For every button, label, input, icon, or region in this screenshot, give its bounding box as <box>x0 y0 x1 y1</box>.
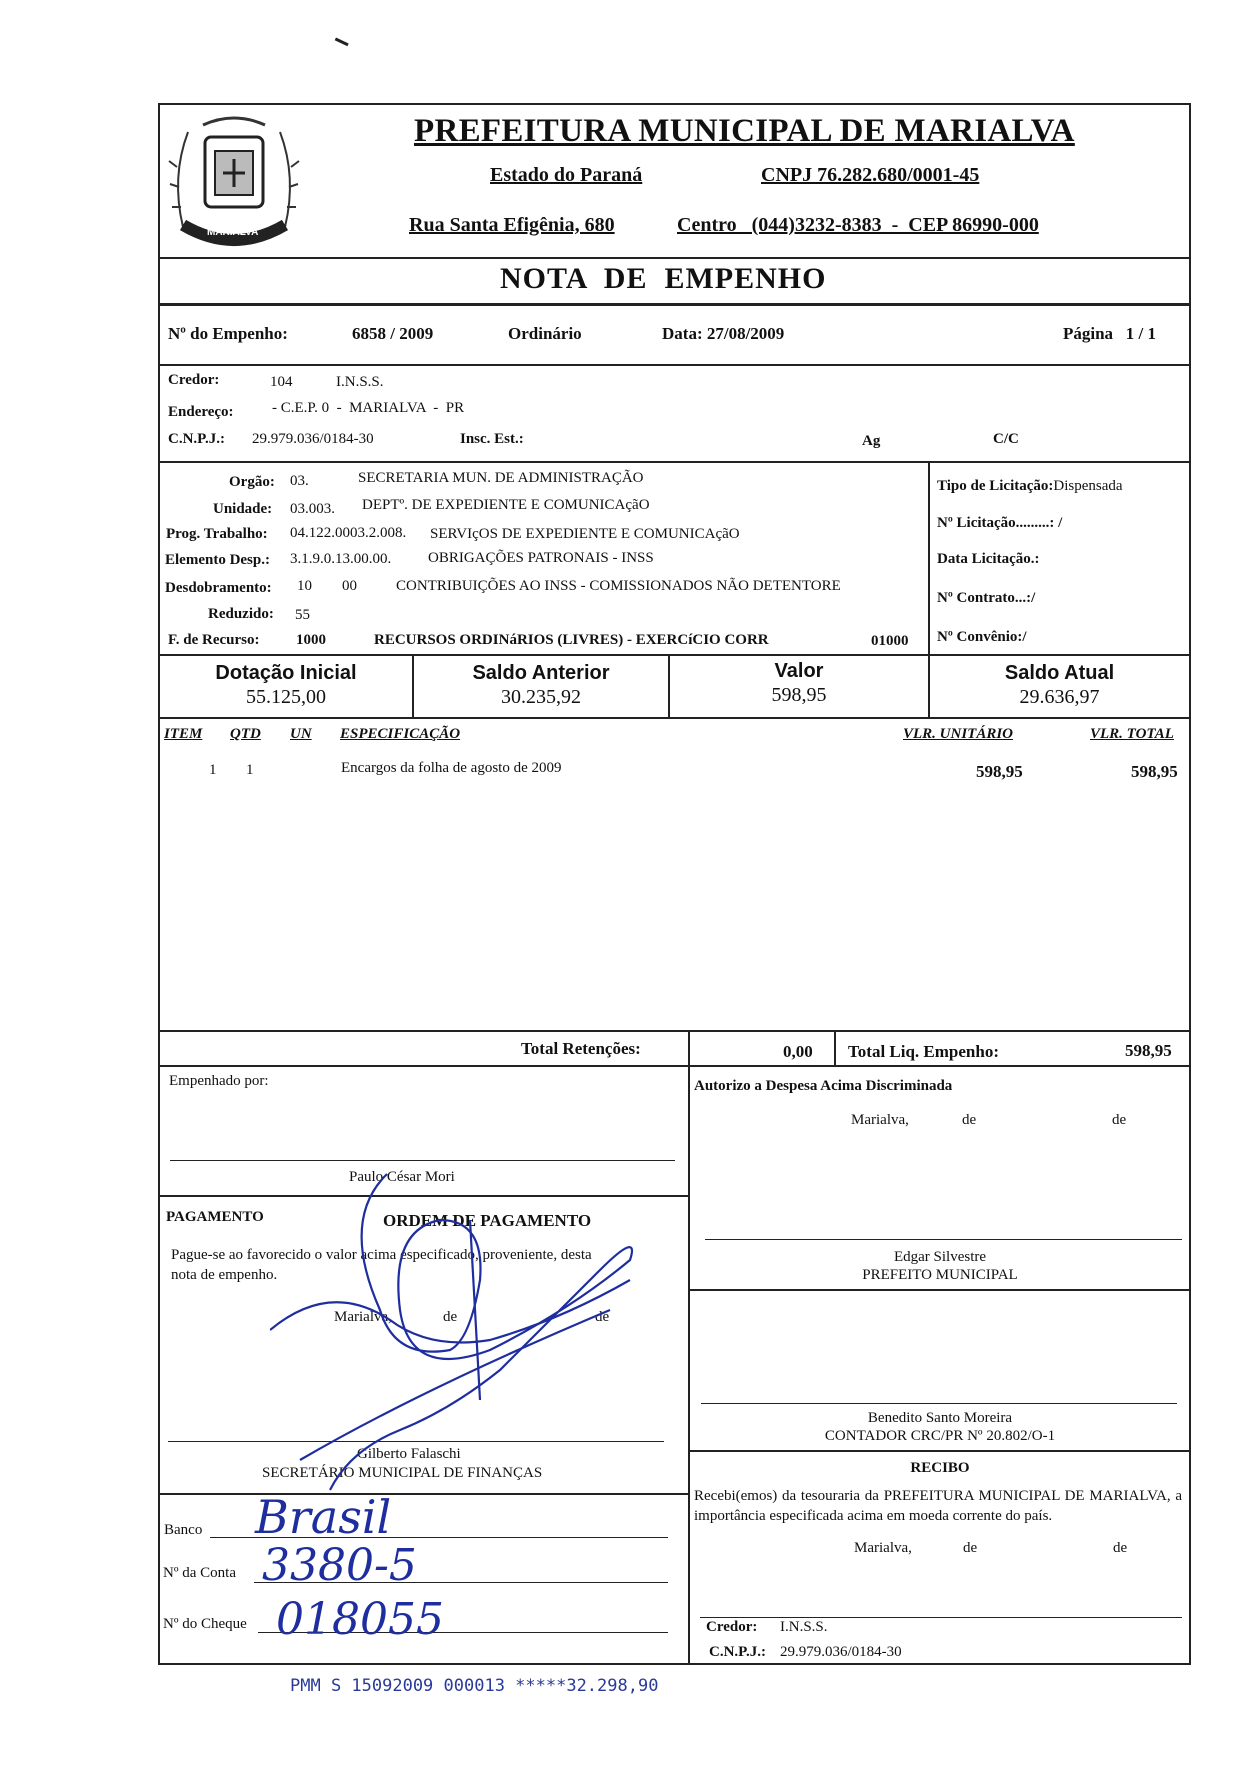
stray-mark <box>331 38 348 54</box>
prefeitura-title: PREFEITURA MUNICIPAL DE MARIALVA <box>414 113 1075 149</box>
total-retencoes-label: Total Retenções: <box>521 1039 641 1058</box>
autorizo-de-2: de <box>1112 1112 1127 1128</box>
gilberto-role: SECRETÁRIO MUNICIPAL DE FINANÇAS <box>262 1465 543 1481</box>
cheque-handwritten: 018055 <box>276 1594 444 1645</box>
recibo-cnpj-label: C.N.P.J.: <box>709 1644 766 1660</box>
numero-licitacao: Nº Licitação.........: / <box>937 515 1063 531</box>
autorizo-label: Autorizo a Despesa Acima Discriminada <box>694 1078 953 1094</box>
col-item: ITEM <box>164 726 203 742</box>
cheque-label: Nº do Cheque <box>163 1616 247 1632</box>
orgao-code: 03. <box>290 473 309 489</box>
recurso-label: F. de Recurso: <box>168 632 260 648</box>
row-vlr-total: 598,95 <box>1131 762 1178 781</box>
col-vlr-total: VLR. TOTAL <box>1090 726 1174 742</box>
recibo-de-2: de <box>1113 1540 1128 1556</box>
row-spec: Encargos da folha de agosto de 2009 <box>341 760 562 776</box>
contador-role: CONTADOR CRC/PR Nº 20.802/O-1 <box>824 1428 1056 1444</box>
total-liq-value: 598,95 <box>1125 1041 1172 1060</box>
header-contact: Centro (044)3232-8383 - CEP 86990-000 <box>677 214 1039 236</box>
insc-label: Insc. Est.: <box>460 431 524 447</box>
page-indicator: Página 1 / 1 <box>1063 324 1157 343</box>
pagamento-place: Marialva, <box>334 1309 392 1325</box>
recibo-de-1: de <box>963 1540 978 1556</box>
gilberto-name: Gilberto Falaschi <box>357 1446 461 1462</box>
saldo-dotacao-value: 55.125,00 <box>246 686 326 708</box>
recurso-ref: 01000 <box>871 633 909 649</box>
contador-name: Benedito Santo Moreira <box>867 1410 1013 1426</box>
prog-label: Prog. Trabalho: <box>166 526 268 542</box>
col-vlr-unitario: VLR. UNITÁRIO <box>903 726 1014 742</box>
credor-address: - C.E.P. 0 - MARIALVA - PR <box>272 400 465 416</box>
empenhado-signer: Paulo César Mori <box>349 1169 455 1185</box>
recibo-credor: I.N.S.S. <box>780 1619 828 1635</box>
reduzido-value: 55 <box>295 607 310 623</box>
valor-value: 598,95 <box>771 684 827 706</box>
document-title: NOTA DE EMPENHO <box>500 262 827 295</box>
prefeito-name: Edgar Silvestre <box>893 1249 987 1265</box>
elemento-name: OBRIGAÇÕES PATRONAIS - INSS <box>428 550 654 566</box>
banco-label: Banco <box>164 1522 203 1538</box>
pagamento-text-2: nota de empenho. <box>171 1267 278 1283</box>
credor-code: 104 <box>270 374 293 390</box>
header-street: Rua Santa Efigênia, 680 <box>409 214 615 236</box>
saldo-anterior-value: 30.235,92 <box>501 686 581 708</box>
elemento-code: 3.1.9.0.13.00.00. <box>290 551 392 567</box>
unidade-label: Unidade: <box>213 501 273 517</box>
ordem-pagamento-label: ORDEM DE PAGAMENTO <box>383 1211 592 1230</box>
credor-label: Credor: <box>168 372 220 388</box>
conta-handwritten: 3380-5 <box>262 1540 417 1591</box>
col-especificacao: ESPECIFICAÇÃO <box>340 726 461 742</box>
recurso-code: 1000 <box>296 632 326 648</box>
reduzido-label: Reduzido: <box>208 606 274 622</box>
row-vlr-unitario: 598,95 <box>976 762 1023 781</box>
recurso-name: RECURSOS ORDINáRIOS (LIVRES) - EXERCíCIO CORR <box>374 632 769 648</box>
numero-contrato: Nº Contrato...:/ <box>937 590 1036 606</box>
cnpj-label: C.N.P.J.: <box>168 431 225 447</box>
elemento-label: Elemento Desp.: <box>165 552 270 568</box>
row-item: 1 <box>209 762 217 778</box>
saldo-dotacao-label: Dotação Inicial <box>215 662 357 684</box>
ag-label: Ag <box>862 433 881 449</box>
col-un: UN <box>290 726 312 742</box>
saldo-anterior-label: Saldo Anterior <box>472 662 610 684</box>
pen-signature <box>270 1160 670 1520</box>
orgao-name: SECRETARIA MUN. DE ADMINISTRAÇÃO <box>358 470 644 486</box>
empenho-label: Nº do Empenho: <box>168 324 288 343</box>
autorizo-de-1: de <box>962 1112 977 1128</box>
desdobramento-code2: 00 <box>342 578 357 594</box>
valor-label: Valor <box>774 660 824 682</box>
recibo-place: Marialva, <box>854 1540 912 1556</box>
pagamento-de-1: de <box>443 1309 458 1325</box>
prog-name: SERVIçOS DE EXPEDIENTE E COMUNICAçãO <box>430 526 740 542</box>
pagamento-text-1: Pague-se ao favorecido o valor acima especificado, proveniente, desta <box>171 1247 592 1263</box>
conta-label: Nº da Conta <box>163 1565 236 1581</box>
empenho-type: Ordinário <box>508 324 582 343</box>
recibo-title: RECIBO <box>910 1460 970 1476</box>
address-label: Endereço: <box>168 404 234 420</box>
saldo-atual-value: 29.636,97 <box>1019 686 1100 708</box>
credor-cnpj: 29.979.036/0184-30 <box>252 431 374 447</box>
prefeito-role: PREFEITO MUNICIPAL <box>862 1267 1018 1283</box>
tipo-licitacao-label: Tipo de Licitação:Dispensada <box>937 478 1123 494</box>
municipal-seal <box>163 107 305 255</box>
col-qtd: QTD <box>230 726 261 742</box>
seal-banner-text: MARIALVA <box>207 227 259 238</box>
credor-name: I.N.S.S. <box>336 374 384 390</box>
unidade-code: 03.003. <box>290 501 335 517</box>
data-licitacao: Data Licitação.: <box>937 551 1040 567</box>
prog-code: 04.122.0003.2.008. <box>290 525 407 541</box>
payment-stamp: PMM S 15092009 000013 *****32.298,90 <box>290 1676 659 1696</box>
unidade-name: DEPTº. DE EXPEDIENTE E COMUNICAçãO <box>362 497 650 513</box>
numero-convenio: Nº Convênio:/ <box>937 629 1027 645</box>
cc-label: C/C <box>993 431 1019 447</box>
empenho-number: 6858 / 2009 <box>352 324 434 343</box>
row-qtd: 1 <box>246 762 254 778</box>
orgao-label: Orgão: <box>229 474 275 490</box>
empenhado-label: Empenhado por: <box>169 1073 269 1089</box>
desdobramento-label: Desdobramento: <box>165 580 272 596</box>
pagamento-label: PAGAMENTO <box>166 1209 264 1225</box>
header-cnpj: CNPJ 76.282.680/0001-45 <box>761 164 980 186</box>
recibo-credor-label: Credor: <box>706 1619 758 1635</box>
desdobramento-code1: 10 <box>297 578 312 594</box>
recibo-text: Recebi(emos) da tesouraria da PREFEITURA MUNICIPAL DE MARIALVA, a importância especificada acima em moeda corrente do país. <box>694 1488 1182 1524</box>
header-state: Estado do Paraná <box>490 164 643 186</box>
saldo-atual-label: Saldo Atual <box>1004 662 1115 684</box>
empenho-date: Data: 27/08/2009 <box>662 324 785 343</box>
desdobramento-name: CONTRIBUIÇÕES AO INSS - COMISSIONADOS NÃO DETENTORE <box>396 578 841 594</box>
total-liq-label: Total Liq. Empenho: <box>848 1042 999 1061</box>
total-retencoes-value: 0,00 <box>783 1042 813 1061</box>
pagamento-de-2: de <box>595 1309 610 1325</box>
autorizo-place: Marialva, <box>851 1112 909 1128</box>
banco-handwritten: Brasil <box>255 1490 392 1544</box>
recibo-cnpj: 29.979.036/0184-30 <box>780 1644 902 1660</box>
